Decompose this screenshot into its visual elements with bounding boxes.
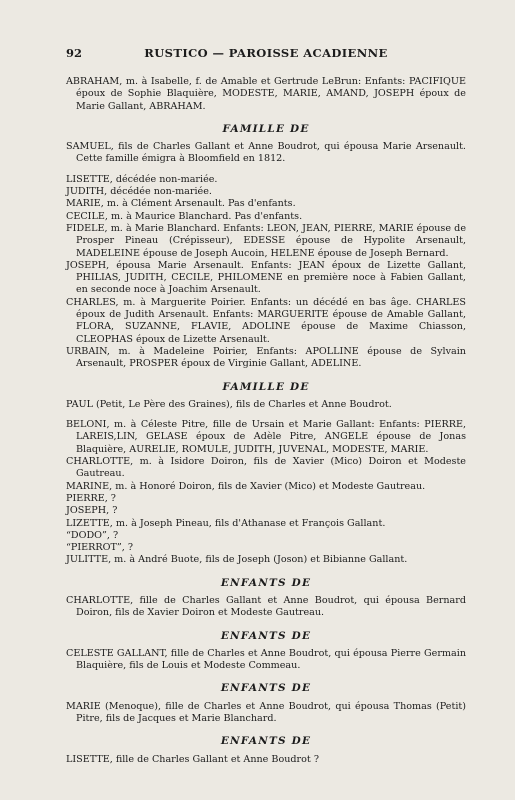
entry-charles: CHARLES, m. à Marguerite Poirier. Enfants: un décédé en bas âge. CHARLES époux de Judith Arsenault. Enfants: MARGUERITE épouse de Amable Gallant, FLORA, SUZANNE, FLAVIE, ADOLINE épouse de Maxime Chiasson, CLEOPHAS époux de Lizette Arsenault. [66, 296, 466, 345]
entry-lisette: LISETTE, décédée non-mariée. [66, 173, 218, 185]
paragraph-celeste: CELESTE GALLANT, fille de Charles et Anne Boudrot, qui épousa Pierre Germain Blaquière, fils de Louis et Modeste Commeau. [66, 647, 466, 672]
page-header [66, 46, 466, 60]
section-heading: FAMILLE DE [222, 380, 310, 393]
running-title: RUSTICO — PAROISSE ACADIENNE [144, 46, 388, 60]
entry-fidele: FIDELE, m. à Marie Blanchard. Enfants: LEON, JEAN, PIERRE, MARIE épouse de Prosper Pineau (Crépisseur), EDESSE épouse de Hypolite Arsenault, MADELEINE épouse de Joseph Aucoin, HELENE épouse de Joseph Bernard. [66, 222, 466, 259]
entry-julitte: JULITTE, m. à André Buote, fils de Joseph (Joson) et Bibianne Gallant. [66, 554, 408, 566]
page-body [66, 76, 466, 766]
entry-pierre: PIERRE, ? [66, 492, 116, 504]
entry-marie: MARIE, m. à Clément Arsenault. Pas d'enfants. [66, 198, 296, 210]
paragraph-charlotte: CHARLOTTE, fille de Charles Gallant et Anne Boudrot, qui épousa Bernard Doiron, fils de Xavier Doiron et Modeste Gautreau. [66, 594, 466, 619]
entry-lizette: LIZETTE, m. à Joseph Pineau, fils d'Athanase et François Gallant. [66, 517, 386, 529]
page-number: 92 [66, 46, 83, 60]
entry-judith: JUDITH, décédée non-mariée. [66, 186, 212, 198]
section-heading: ENFANTS DE [220, 735, 312, 748]
paragraph-paul: PAUL (Petit, Le Père des Graines), fils de Charles et Anne Boudrot. [66, 398, 392, 410]
paragraph-samuel: SAMUEL, fils de Charles Gallant et Anne Boudrot, qui épousa Marie Arsenault. Cette famille émigra à Bloomfield en 1812. [66, 141, 466, 165]
entry-dodo: “DODO”, ? [66, 529, 119, 541]
paragraph-marie-menoque: MARIE (Menoque), fille de Charles et Anne Boudrot, qui épousa Thomas (Petit) Pitre, fils de Jacques et Marie Blanchard. [66, 700, 466, 725]
entry-beloni: BELONI, m. à Céleste Pitre, fille de Ursain et Marie Gallant: Enfants: PIERRE, LAREIS,LIN, GELASE époux de Adèle Pitre, ANGELE épouse de Jonas Blaquière, AURELIE, ROMULE, JUDITH, JUVENAL, MODESTE, MARIE. [66, 419, 466, 455]
entry-joseph: JOSEPH, épousa Marie Arsenault. Enfants: JEAN époux de Lizette Gallant, PHILIAS, JUDITH, CECILE, PHILOMENE en première noce à Fabien Gallant, en seconde noce à Joachim Arsenault. [66, 259, 466, 296]
section-heading: ENFANTS DE [220, 682, 312, 695]
section-heading: ENFANTS DE [220, 629, 312, 642]
entry-joseph-2: JOSEPH, ? [66, 505, 118, 517]
entry-pierrot: “PIERROT”, ? [66, 542, 134, 554]
entry-urbain: URBAIN, m. à Madeleine Poirier, Enfants: APOLLINE épouse de Sylvain Arsenault, PROSPER époux de Virginie Gallant, ADELINE. [66, 345, 466, 370]
entry-marine: MARINE, m. à Honoré Doiron, fils de Xavier (Mico) et Modeste Gautreau. [66, 480, 426, 492]
paragraph-abraham: ABRAHAM, m. à Isabelle, f. de Amable et Gertrude LeBrun: Enfants: PACIFIQUE époux de Sophie Blaquière, MODESTE, MARIE, AMAND, JOSEPH époux de Marie Gallant, ABRAHAM. [66, 76, 466, 112]
entry-charlotte: CHARLOTTE, m. à Isidore Doiron, fils de Xavier (Mico) Doiron et Modeste Gautreau. [66, 456, 466, 480]
section-heading: ENFANTS DE [220, 576, 312, 589]
section-heading: FAMILLE DE [222, 122, 310, 135]
paragraph-lisette: LISETTE, fille de Charles Gallant et Anne Boudrot ? [66, 753, 319, 765]
entry-cecile: CECILE, m. à Maurice Blanchard. Pas d'enfants. [66, 210, 303, 222]
